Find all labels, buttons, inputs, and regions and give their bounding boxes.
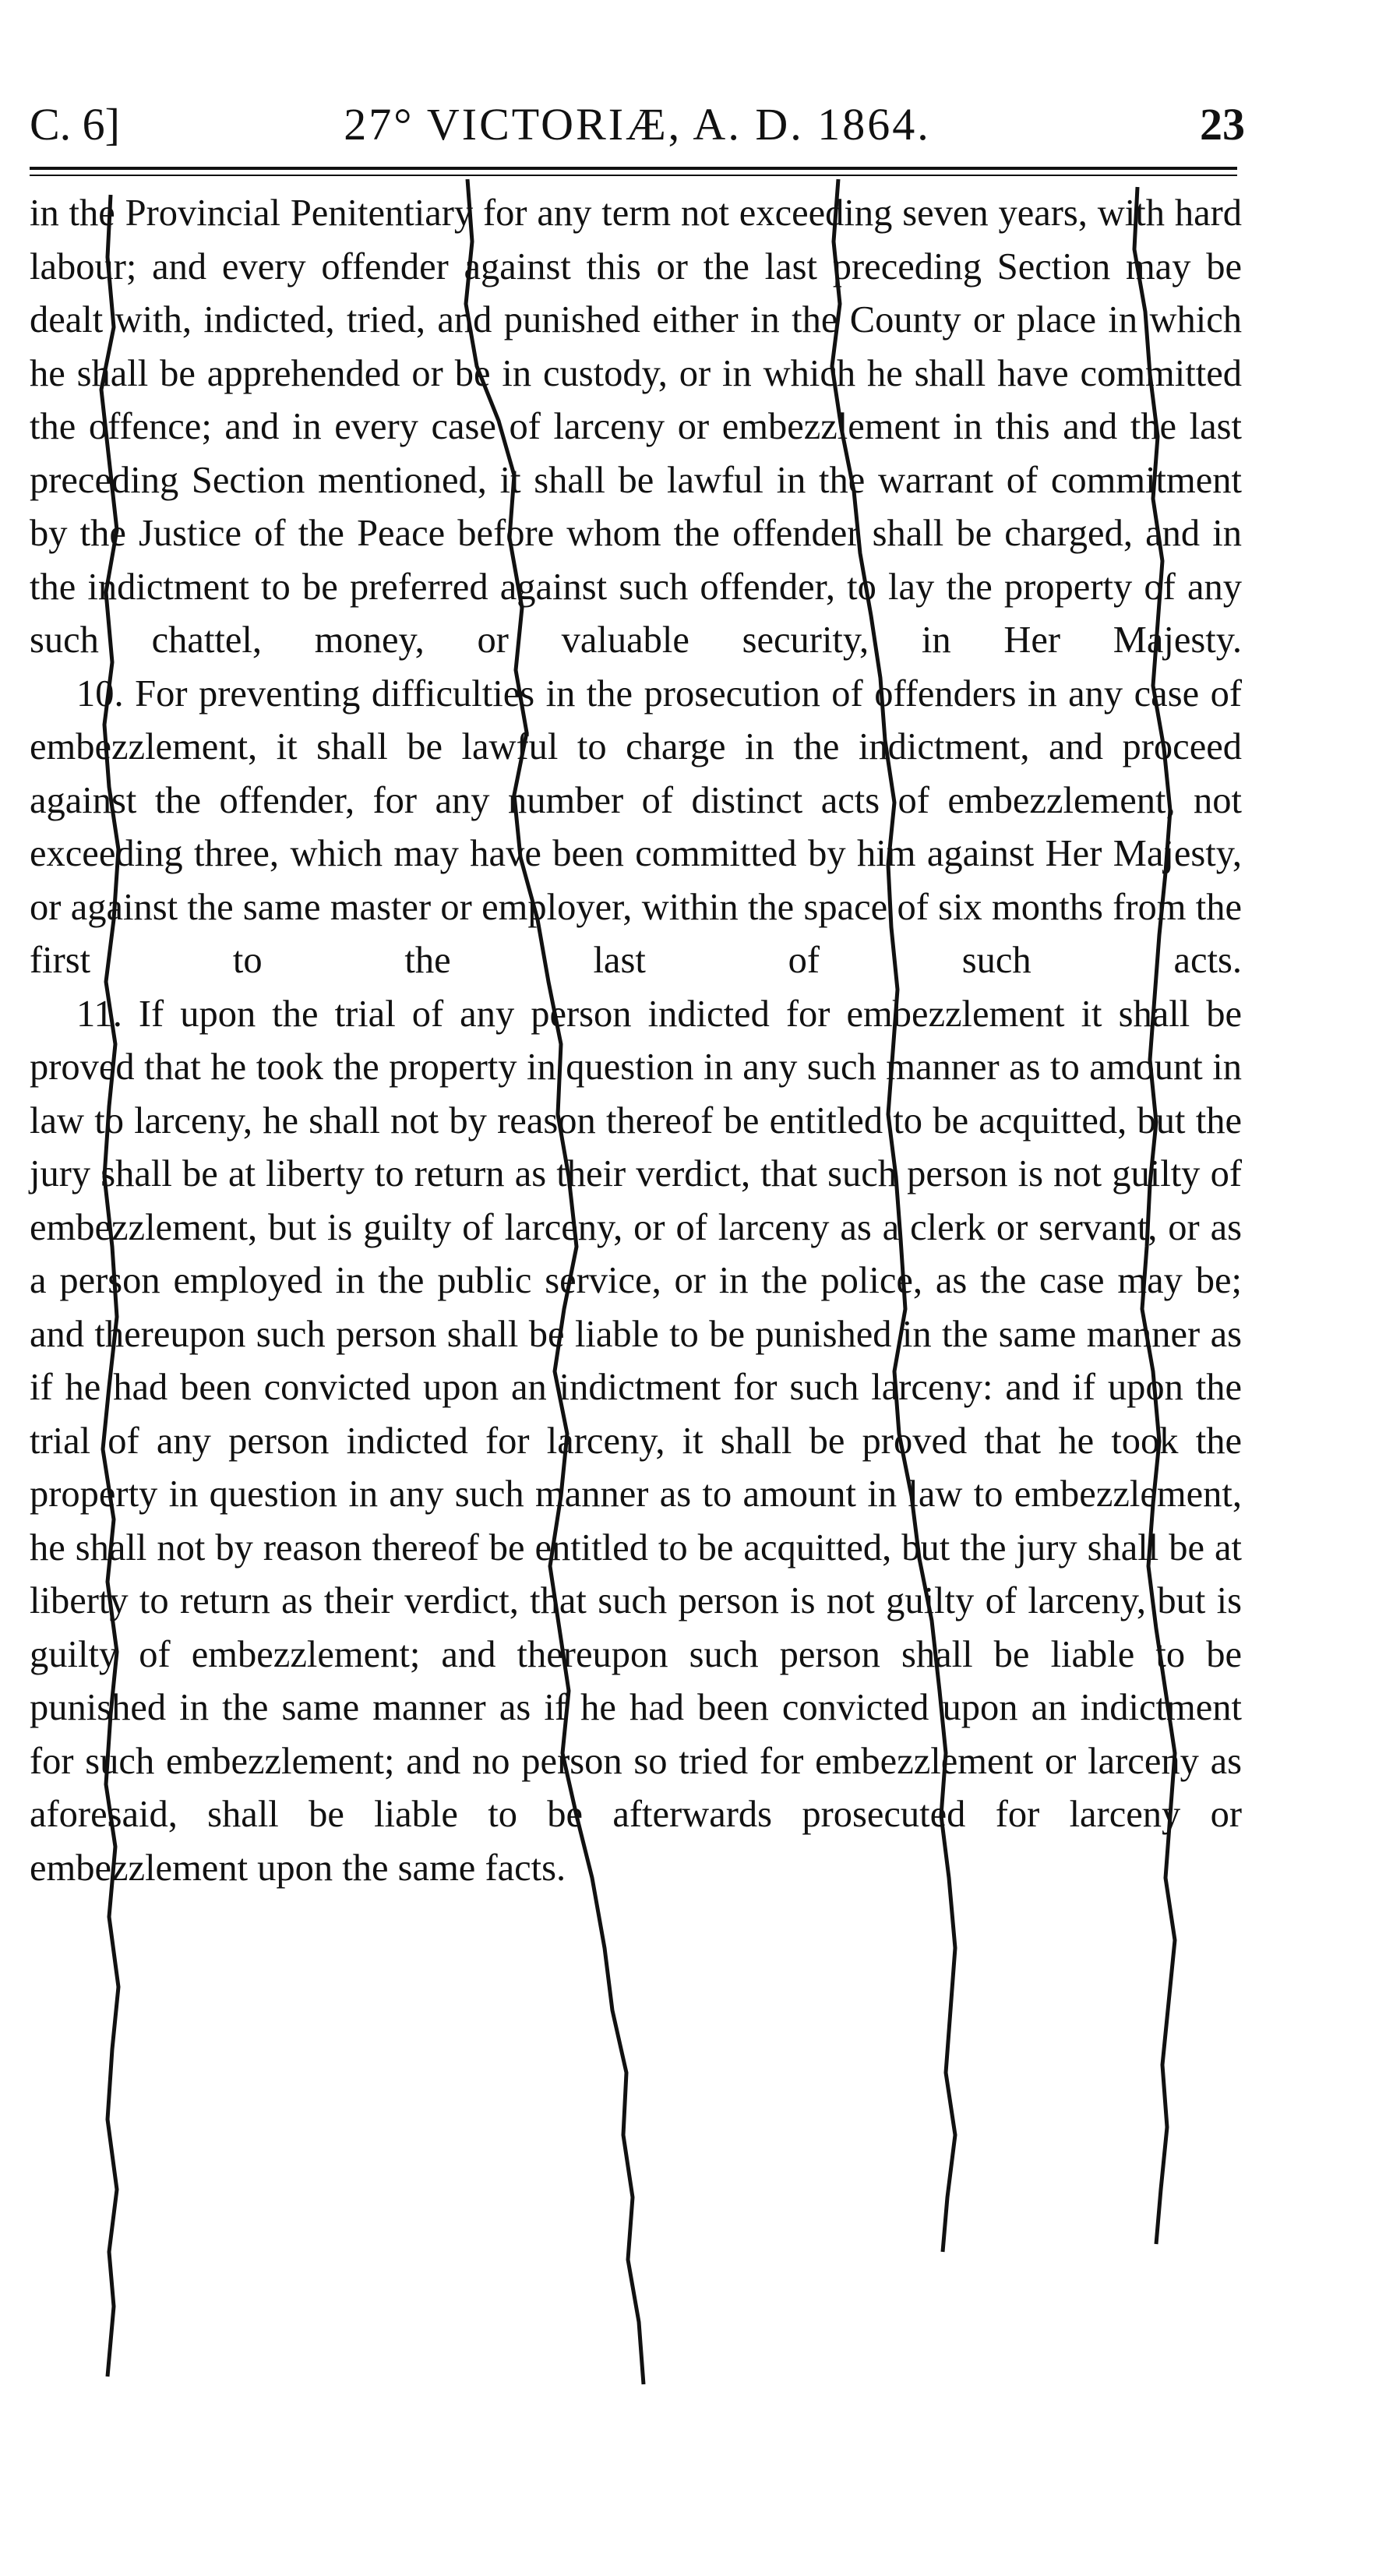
page-header: [30, 94, 1245, 156]
header-rule-thin: [30, 175, 1237, 176]
paragraph-section-11: [30, 988, 1242, 1896]
paragraph-section-10: [30, 668, 1242, 988]
paragraph-text: For preventing difficulties in the prosecution of offenders in any case of embezzlement, it shall be lawful to charge in the indictment, and proceed against the offender, for any number of distinct acts of embezzlement, not exceeding three, which may have been committed by him against Her Majesty, or against the same master or employer, within the space of six months from the first to the last of such acts.: [30, 672, 1243, 981]
body-text: [30, 187, 1242, 1895]
paragraph-section-9-continued: [30, 187, 1242, 668]
running-title: 27° VICTORIÆ, A. D. 1864.: [344, 99, 931, 150]
paragraph-text: in the Provincial Penitentiary for any term not exceeding seven years, with hard labour; and every offender against this or the last preceding Section may be dealt with, indicted, tried, and punished either in the County or place in which he shall be apprehended or be in custody, or in which he shall have committed the offence; and in every case of larceny or embezzlement in this and the last preceding Section mentioned, it shall be lawful in the warrant of commitment by the Justice of the Peace before whom the offender shall be charged, and in the indictment to be preferred against such offender, to lay the property of any such chattel, money, or valuable security, in Her Majesty.: [30, 192, 1242, 661]
header-rule-thick: [30, 167, 1237, 170]
page-number: 23: [1200, 99, 1245, 150]
section-number: 11.: [76, 993, 122, 1035]
chapter-label: C. 6]: [30, 99, 120, 150]
section-number: 10.: [76, 672, 124, 715]
paragraph-text: If upon the trial of any person indicted for embezzlement it shall be proved that he took the property in question in any such manner as to amount in law to larceny, he shall not by reason thereof be entitled to be acquitted, but the jury shall be at liberty to return as their verdict, that such person is not guilty of embezzlement, but is guilty of larceny, or of larceny as a clerk or servant, or as a person employed in the public service, or in the police, as the case may be; and thereupon such person shall be liable to be punished in the same manner as if he had been convicted upon an indictment for such larceny: and if upon the trial of any person indicted for larceny, it shall be proved that he took the property in question in any such manner as to amount in law to embezzlement, he shall not by reason thereof be entitled to be acquitted, but the jury shall be at liberty to return as their verdict, that such person is not guilty of larceny, but is guilty of embezzlement; and thereupon such person shall be liable to be punished in the same manner as if he had been convicted upon an indictment for such embezzlement; and no person so tried for embezzlement or larceny as aforesaid, shall be liable to be afterwards prosecuted for larceny or embezzlement upon the same facts.: [30, 993, 1242, 1889]
